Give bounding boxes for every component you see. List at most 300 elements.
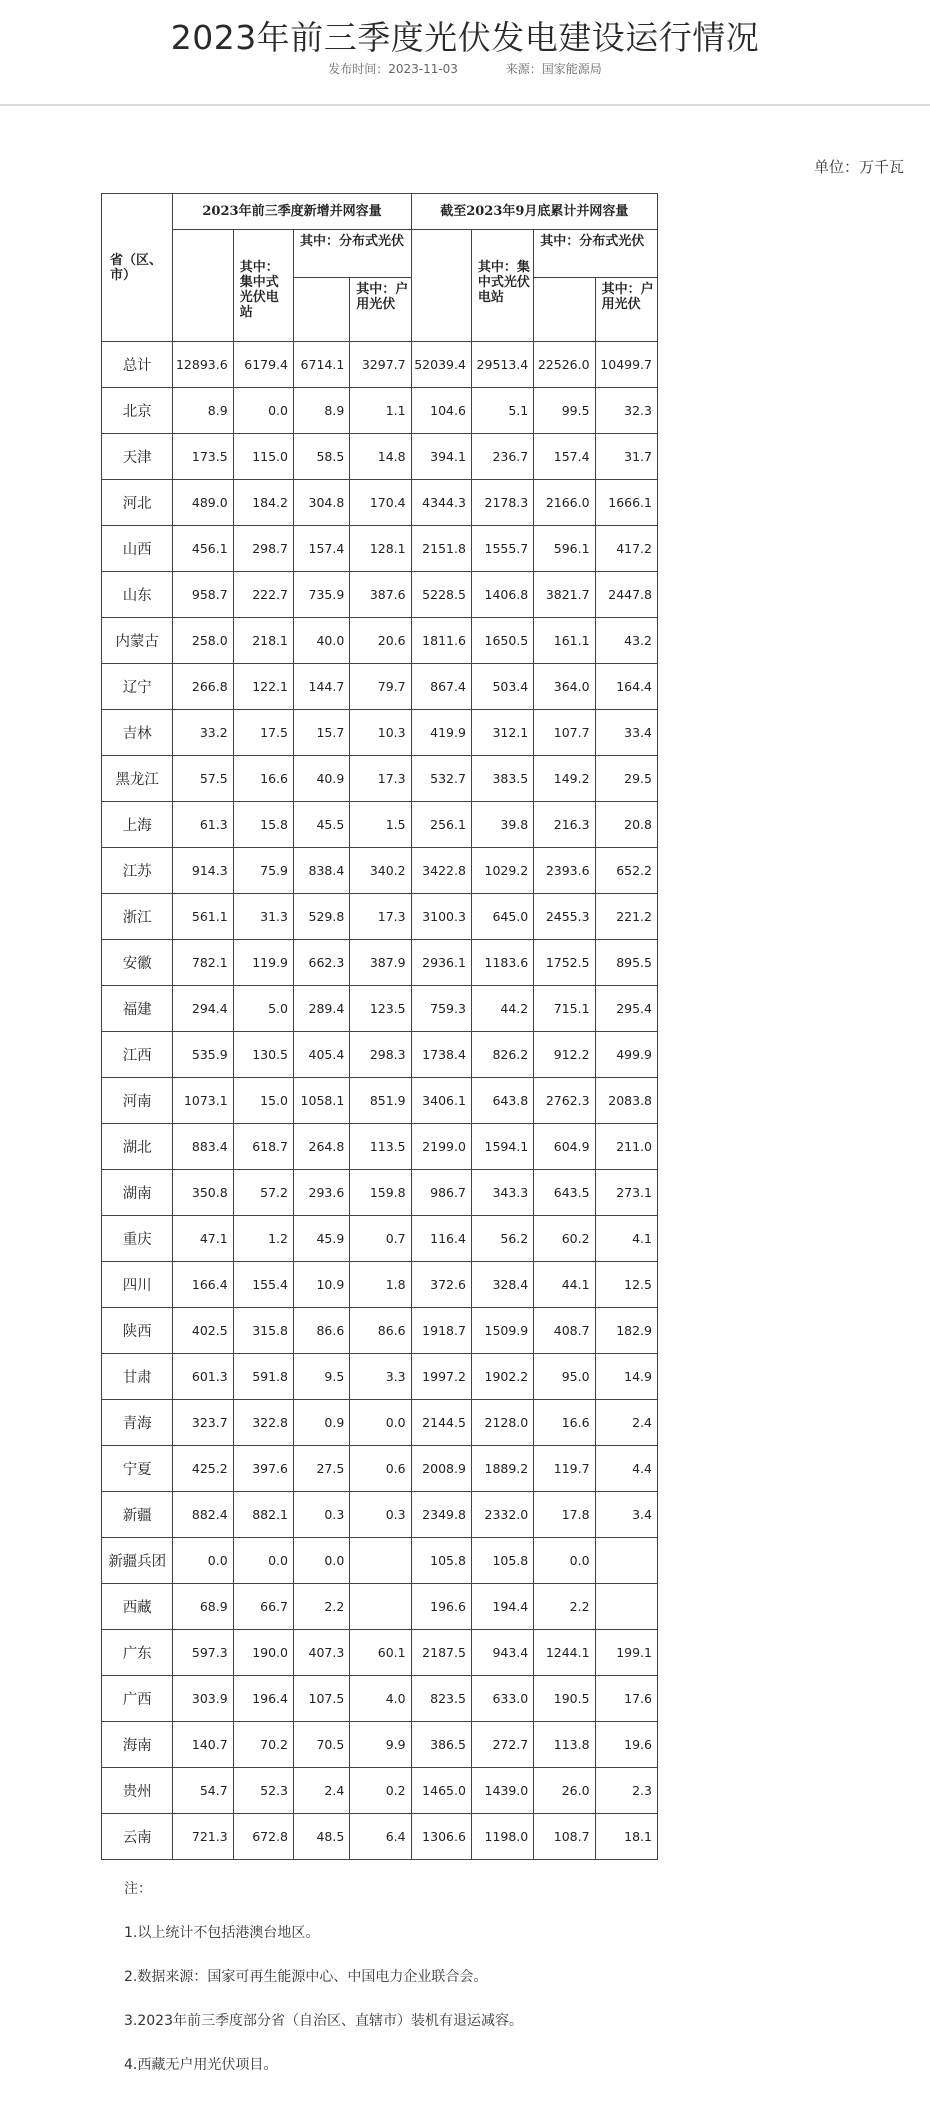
value-cell: 66.7 — [233, 1584, 293, 1630]
province-name: 上海 — [102, 802, 173, 848]
value-cell: 604.9 — [534, 1124, 595, 1170]
province-name: 四川 — [102, 1262, 173, 1308]
value-cell: 5.1 — [471, 388, 533, 434]
value-cell: 22526.0 — [534, 342, 595, 388]
value-cell: 29513.4 — [471, 342, 533, 388]
value-cell: 394.1 — [411, 434, 471, 480]
value-cell: 60.2 — [534, 1216, 595, 1262]
table-row — [102, 572, 658, 618]
value-cell: 16.6 — [233, 756, 293, 802]
table-row — [102, 1630, 658, 1676]
value-cell: 70.5 — [294, 1722, 350, 1768]
value-cell: 1.5 — [350, 802, 411, 848]
value-cell: 155.4 — [233, 1262, 293, 1308]
value-cell: 350.8 — [173, 1170, 233, 1216]
value-cell: 44.2 — [471, 986, 533, 1032]
value-cell: 1.8 — [350, 1262, 411, 1308]
value-cell: 782.1 — [173, 940, 233, 986]
value-cell: 383.5 — [471, 756, 533, 802]
header-new-total — [173, 230, 233, 342]
value-cell: 2.4 — [595, 1400, 657, 1446]
header-group-new: 2023年前三季度新增并网容量 — [173, 194, 411, 230]
value-cell: 0.3 — [350, 1492, 411, 1538]
province-name: 贵州 — [102, 1768, 173, 1814]
value-cell: 633.0 — [471, 1676, 533, 1722]
value-cell: 107.7 — [534, 710, 595, 756]
value-cell: 216.3 — [534, 802, 595, 848]
province-name: 山东 — [102, 572, 173, 618]
value-cell: 2.3 — [595, 1768, 657, 1814]
value-cell: 386.5 — [411, 1722, 471, 1768]
value-cell: 2199.0 — [411, 1124, 471, 1170]
value-cell: 105.8 — [411, 1538, 471, 1584]
value-cell: 340.2 — [350, 848, 411, 894]
value-cell: 2447.8 — [595, 572, 657, 618]
value-cell: 1.2 — [233, 1216, 293, 1262]
value-cell: 303.9 — [173, 1676, 233, 1722]
value-cell: 2166.0 — [534, 480, 595, 526]
province-name: 浙江 — [102, 894, 173, 940]
value-cell: 721.3 — [173, 1814, 233, 1860]
value-cell: 895.5 — [595, 940, 657, 986]
value-cell: 387.6 — [350, 572, 411, 618]
province-name: 河南 — [102, 1078, 173, 1124]
value-cell: 882.1 — [233, 1492, 293, 1538]
value-cell: 99.5 — [534, 388, 595, 434]
province-name: 安徽 — [102, 940, 173, 986]
value-cell: 130.5 — [233, 1032, 293, 1078]
value-cell: 883.4 — [173, 1124, 233, 1170]
value-cell: 986.7 — [411, 1170, 471, 1216]
value-cell: 643.5 — [534, 1170, 595, 1216]
value-cell: 8.9 — [173, 388, 233, 434]
value-cell: 823.5 — [411, 1676, 471, 1722]
value-cell: 2151.8 — [411, 526, 471, 572]
value-cell: 2762.3 — [534, 1078, 595, 1124]
value-cell: 17.6 — [595, 1676, 657, 1722]
value-cell: 735.9 — [294, 572, 350, 618]
value-cell: 672.8 — [233, 1814, 293, 1860]
value-cell: 17.5 — [233, 710, 293, 756]
value-cell: 0.6 — [350, 1446, 411, 1492]
province-name: 海南 — [102, 1722, 173, 1768]
value-cell: 9.5 — [294, 1354, 350, 1400]
value-cell: 86.6 — [350, 1308, 411, 1354]
value-cell: 2144.5 — [411, 1400, 471, 1446]
province-name: 西藏 — [102, 1584, 173, 1630]
province-name: 天津 — [102, 434, 173, 480]
value-cell: 128.1 — [350, 526, 411, 572]
value-cell: 323.7 — [173, 1400, 233, 1446]
article-meta — [0, 60, 930, 77]
value-cell: 715.1 — [534, 986, 595, 1032]
value-cell — [595, 1538, 657, 1584]
value-cell: 14.9 — [595, 1354, 657, 1400]
value-cell: 15.7 — [294, 710, 350, 756]
value-cell: 8.9 — [294, 388, 350, 434]
header-cum-total — [411, 230, 471, 342]
header-new-central: 其中：集中式光伏电站 — [233, 230, 293, 342]
header-cum-household: 其中：户用光伏 — [595, 278, 657, 342]
value-cell: 2083.8 — [595, 1078, 657, 1124]
province-name: 青海 — [102, 1400, 173, 1446]
value-cell: 2187.5 — [411, 1630, 471, 1676]
value-cell: 123.5 — [350, 986, 411, 1032]
value-cell: 943.4 — [471, 1630, 533, 1676]
value-cell: 12.5 — [595, 1262, 657, 1308]
value-cell: 196.6 — [411, 1584, 471, 1630]
value-cell: 2008.9 — [411, 1446, 471, 1492]
value-cell: 9.9 — [350, 1722, 411, 1768]
table-row — [102, 802, 658, 848]
province-name: 总计 — [102, 342, 173, 388]
value-cell: 14.8 — [350, 434, 411, 480]
value-cell: 643.8 — [471, 1078, 533, 1124]
value-cell: 20.6 — [350, 618, 411, 664]
table-row — [102, 848, 658, 894]
value-cell: 0.2 — [350, 1768, 411, 1814]
value-cell: 2332.0 — [471, 1492, 533, 1538]
value-cell: 3422.8 — [411, 848, 471, 894]
value-cell: 4344.3 — [411, 480, 471, 526]
value-cell: 159.8 — [350, 1170, 411, 1216]
value-cell: 596.1 — [534, 526, 595, 572]
header-group-cumulative: 截至2023年9月底累计并网容量 — [411, 194, 657, 230]
value-cell: 3406.1 — [411, 1078, 471, 1124]
value-cell: 1058.1 — [294, 1078, 350, 1124]
value-cell: 157.4 — [294, 526, 350, 572]
table-row — [102, 710, 658, 756]
value-cell: 140.7 — [173, 1722, 233, 1768]
table-row — [102, 1400, 658, 1446]
value-cell: 2.2 — [534, 1584, 595, 1630]
province-name: 黑龙江 — [102, 756, 173, 802]
value-cell: 12893.6 — [173, 342, 233, 388]
value-cell: 958.7 — [173, 572, 233, 618]
value-cell: 529.8 — [294, 894, 350, 940]
province-name: 重庆 — [102, 1216, 173, 1262]
value-cell: 190.0 — [233, 1630, 293, 1676]
value-cell: 0.0 — [294, 1538, 350, 1584]
value-cell: 40.0 — [294, 618, 350, 664]
value-cell: 2455.3 — [534, 894, 595, 940]
table-row — [102, 342, 658, 388]
value-cell: 16.6 — [534, 1400, 595, 1446]
province-name: 山西 — [102, 526, 173, 572]
value-cell: 2128.0 — [471, 1400, 533, 1446]
value-cell: 419.9 — [411, 710, 471, 756]
value-cell: 44.1 — [534, 1262, 595, 1308]
value-cell: 47.1 — [173, 1216, 233, 1262]
province-name: 广东 — [102, 1630, 173, 1676]
value-cell: 826.2 — [471, 1032, 533, 1078]
value-cell: 0.3 — [294, 1492, 350, 1538]
value-cell: 194.4 — [471, 1584, 533, 1630]
province-name: 陕西 — [102, 1308, 173, 1354]
value-cell: 1738.4 — [411, 1032, 471, 1078]
value-cell: 0.7 — [350, 1216, 411, 1262]
table-row — [102, 526, 658, 572]
table-row — [102, 1814, 658, 1860]
value-cell: 113.8 — [534, 1722, 595, 1768]
table-row — [102, 1446, 658, 1492]
table-row — [102, 894, 658, 940]
value-cell: 45.5 — [294, 802, 350, 848]
table-row — [102, 664, 658, 710]
table-row — [102, 1170, 658, 1216]
value-cell: 222.7 — [233, 572, 293, 618]
value-cell: 1902.2 — [471, 1354, 533, 1400]
table-row — [102, 480, 658, 526]
value-cell: 104.6 — [411, 388, 471, 434]
value-cell: 119.7 — [534, 1446, 595, 1492]
table-row — [102, 1262, 658, 1308]
value-cell: 652.2 — [595, 848, 657, 894]
value-cell: 6714.1 — [294, 342, 350, 388]
province-name: 甘肃 — [102, 1354, 173, 1400]
value-cell: 3297.7 — [350, 342, 411, 388]
value-cell: 503.4 — [471, 664, 533, 710]
value-cell: 86.6 — [294, 1308, 350, 1354]
value-cell: 2178.3 — [471, 480, 533, 526]
table-row — [102, 1584, 658, 1630]
value-cell: 1406.8 — [471, 572, 533, 618]
value-cell: 52.3 — [233, 1768, 293, 1814]
value-cell: 912.2 — [534, 1032, 595, 1078]
value-cell: 75.9 — [233, 848, 293, 894]
value-cell: 1306.6 — [411, 1814, 471, 1860]
province-name: 内蒙古 — [102, 618, 173, 664]
value-cell: 40.9 — [294, 756, 350, 802]
value-cell: 0.0 — [233, 1538, 293, 1584]
value-cell: 264.8 — [294, 1124, 350, 1170]
value-cell: 199.1 — [595, 1630, 657, 1676]
value-cell: 19.6 — [595, 1722, 657, 1768]
value-cell: 182.9 — [595, 1308, 657, 1354]
value-cell: 2936.1 — [411, 940, 471, 986]
value-cell: 164.4 — [595, 664, 657, 710]
value-cell: 759.3 — [411, 986, 471, 1032]
value-cell: 10.3 — [350, 710, 411, 756]
value-cell: 293.6 — [294, 1170, 350, 1216]
value-cell: 57.5 — [173, 756, 233, 802]
value-cell: 211.0 — [595, 1124, 657, 1170]
value-cell: 387.9 — [350, 940, 411, 986]
value-cell: 10499.7 — [595, 342, 657, 388]
table-row — [102, 1538, 658, 1584]
value-cell: 372.6 — [411, 1262, 471, 1308]
value-cell: 45.9 — [294, 1216, 350, 1262]
value-cell: 1244.1 — [534, 1630, 595, 1676]
value-cell: 79.7 — [350, 664, 411, 710]
note-4: 4.西藏无户用光伏项目。 — [124, 2057, 278, 2073]
source-label: 来源：国家能源局 — [505, 62, 602, 76]
notes-heading: 注： — [124, 1881, 152, 1897]
value-cell: 5228.5 — [411, 572, 471, 618]
page-title: 2023年前三季度光伏发电建设运行情况 — [170, 18, 760, 57]
province-name: 江西 — [102, 1032, 173, 1078]
value-cell: 1029.2 — [471, 848, 533, 894]
province-name: 新疆兵团 — [102, 1538, 173, 1584]
province-name: 宁夏 — [102, 1446, 173, 1492]
value-cell: 397.6 — [233, 1446, 293, 1492]
unit-label: 单位：万千瓦 — [814, 158, 905, 176]
value-cell: 54.7 — [173, 1768, 233, 1814]
table-row — [102, 1216, 658, 1262]
table-row — [102, 1768, 658, 1814]
value-cell: 20.8 — [595, 802, 657, 848]
province-name: 江苏 — [102, 848, 173, 894]
value-cell: 273.1 — [595, 1170, 657, 1216]
province-name: 云南 — [102, 1814, 173, 1860]
value-cell: 57.2 — [233, 1170, 293, 1216]
value-cell: 322.8 — [233, 1400, 293, 1446]
province-name: 广西 — [102, 1676, 173, 1722]
value-cell: 258.0 — [173, 618, 233, 664]
value-cell: 298.3 — [350, 1032, 411, 1078]
table-row — [102, 940, 658, 986]
value-cell: 39.8 — [471, 802, 533, 848]
table-row — [102, 1722, 658, 1768]
province-name: 新疆 — [102, 1492, 173, 1538]
value-cell: 3.3 — [350, 1354, 411, 1400]
header-new-household: 其中：户用光伏 — [350, 278, 411, 342]
value-cell: 1889.2 — [471, 1446, 533, 1492]
value-cell: 662.3 — [294, 940, 350, 986]
value-cell: 161.1 — [534, 618, 595, 664]
value-cell: 115.0 — [233, 434, 293, 480]
value-cell: 166.4 — [173, 1262, 233, 1308]
value-cell — [595, 1584, 657, 1630]
value-cell: 1.1 — [350, 388, 411, 434]
value-cell: 15.8 — [233, 802, 293, 848]
value-cell: 532.7 — [411, 756, 471, 802]
value-cell: 489.0 — [173, 480, 233, 526]
table-row — [102, 434, 658, 480]
pv-capacity-table — [101, 193, 658, 1860]
value-cell: 60.1 — [350, 1630, 411, 1676]
value-cell: 408.7 — [534, 1308, 595, 1354]
value-cell: 298.7 — [233, 526, 293, 572]
value-cell: 256.1 — [411, 802, 471, 848]
value-cell: 315.8 — [233, 1308, 293, 1354]
value-cell: 107.5 — [294, 1676, 350, 1722]
province-name: 福建 — [102, 986, 173, 1032]
value-cell: 1509.9 — [471, 1308, 533, 1354]
value-cell: 1555.7 — [471, 526, 533, 572]
value-cell: 402.5 — [173, 1308, 233, 1354]
value-cell: 1198.0 — [471, 1814, 533, 1860]
value-cell: 119.9 — [233, 940, 293, 986]
value-cell — [350, 1538, 411, 1584]
value-cell: 157.4 — [534, 434, 595, 480]
value-cell: 122.1 — [233, 664, 293, 710]
value-cell: 0.0 — [233, 388, 293, 434]
value-cell: 289.4 — [294, 986, 350, 1032]
value-cell: 882.4 — [173, 1492, 233, 1538]
table-row — [102, 1124, 658, 1170]
value-cell: 196.4 — [233, 1676, 293, 1722]
value-cell: 26.0 — [534, 1768, 595, 1814]
value-cell: 364.0 — [534, 664, 595, 710]
value-cell: 149.2 — [534, 756, 595, 802]
value-cell: 1752.5 — [534, 940, 595, 986]
value-cell: 343.3 — [471, 1170, 533, 1216]
province-name: 吉林 — [102, 710, 173, 756]
table-row — [102, 986, 658, 1032]
header-province: 省（区、市） — [102, 194, 173, 342]
value-cell: 17.3 — [350, 894, 411, 940]
value-cell: 618.7 — [233, 1124, 293, 1170]
value-cell: 113.5 — [350, 1124, 411, 1170]
value-cell: 144.7 — [294, 664, 350, 710]
value-cell: 17.8 — [534, 1492, 595, 1538]
value-cell: 4.4 — [595, 1446, 657, 1492]
value-cell: 18.1 — [595, 1814, 657, 1860]
table-row — [102, 756, 658, 802]
value-cell: 32.3 — [595, 388, 657, 434]
value-cell: 2.2 — [294, 1584, 350, 1630]
header-new-distributed: 其中：分布式光伏 — [294, 230, 412, 278]
value-cell: 31.7 — [595, 434, 657, 480]
value-cell: 6.4 — [350, 1814, 411, 1860]
table-row — [102, 1078, 658, 1124]
table-row — [102, 388, 658, 434]
value-cell — [350, 1584, 411, 1630]
value-cell: 70.2 — [233, 1722, 293, 1768]
value-cell: 1666.1 — [595, 480, 657, 526]
value-cell: 1465.0 — [411, 1768, 471, 1814]
value-cell: 499.9 — [595, 1032, 657, 1078]
value-cell: 6179.4 — [233, 342, 293, 388]
value-cell: 33.4 — [595, 710, 657, 756]
value-cell: 105.8 — [471, 1538, 533, 1584]
value-cell: 591.8 — [233, 1354, 293, 1400]
value-cell: 221.2 — [595, 894, 657, 940]
value-cell: 304.8 — [294, 480, 350, 526]
value-cell: 29.5 — [595, 756, 657, 802]
value-cell: 15.0 — [233, 1078, 293, 1124]
value-cell: 295.4 — [595, 986, 657, 1032]
value-cell: 4.1 — [595, 1216, 657, 1262]
value-cell: 0.0 — [350, 1400, 411, 1446]
value-cell: 108.7 — [534, 1814, 595, 1860]
value-cell: 294.4 — [173, 986, 233, 1032]
table-row — [102, 1308, 658, 1354]
value-cell: 1650.5 — [471, 618, 533, 664]
value-cell: 2.4 — [294, 1768, 350, 1814]
page-header — [0, 0, 930, 106]
value-cell: 405.4 — [294, 1032, 350, 1078]
value-cell: 0.0 — [173, 1538, 233, 1584]
value-cell: 116.4 — [411, 1216, 471, 1262]
value-cell: 52039.4 — [411, 342, 471, 388]
value-cell: 1811.6 — [411, 618, 471, 664]
value-cell: 1073.1 — [173, 1078, 233, 1124]
value-cell: 3.4 — [595, 1492, 657, 1538]
header-cum-central: 其中：集中式光伏电站 — [471, 230, 533, 342]
value-cell: 0.0 — [534, 1538, 595, 1584]
province-name: 北京 — [102, 388, 173, 434]
value-cell: 407.3 — [294, 1630, 350, 1676]
header-cum-blank — [534, 278, 595, 342]
value-cell: 2349.8 — [411, 1492, 471, 1538]
value-cell: 266.8 — [173, 664, 233, 710]
value-cell: 645.0 — [471, 894, 533, 940]
value-cell: 184.2 — [233, 480, 293, 526]
value-cell: 3821.7 — [534, 572, 595, 618]
value-cell: 3100.3 — [411, 894, 471, 940]
